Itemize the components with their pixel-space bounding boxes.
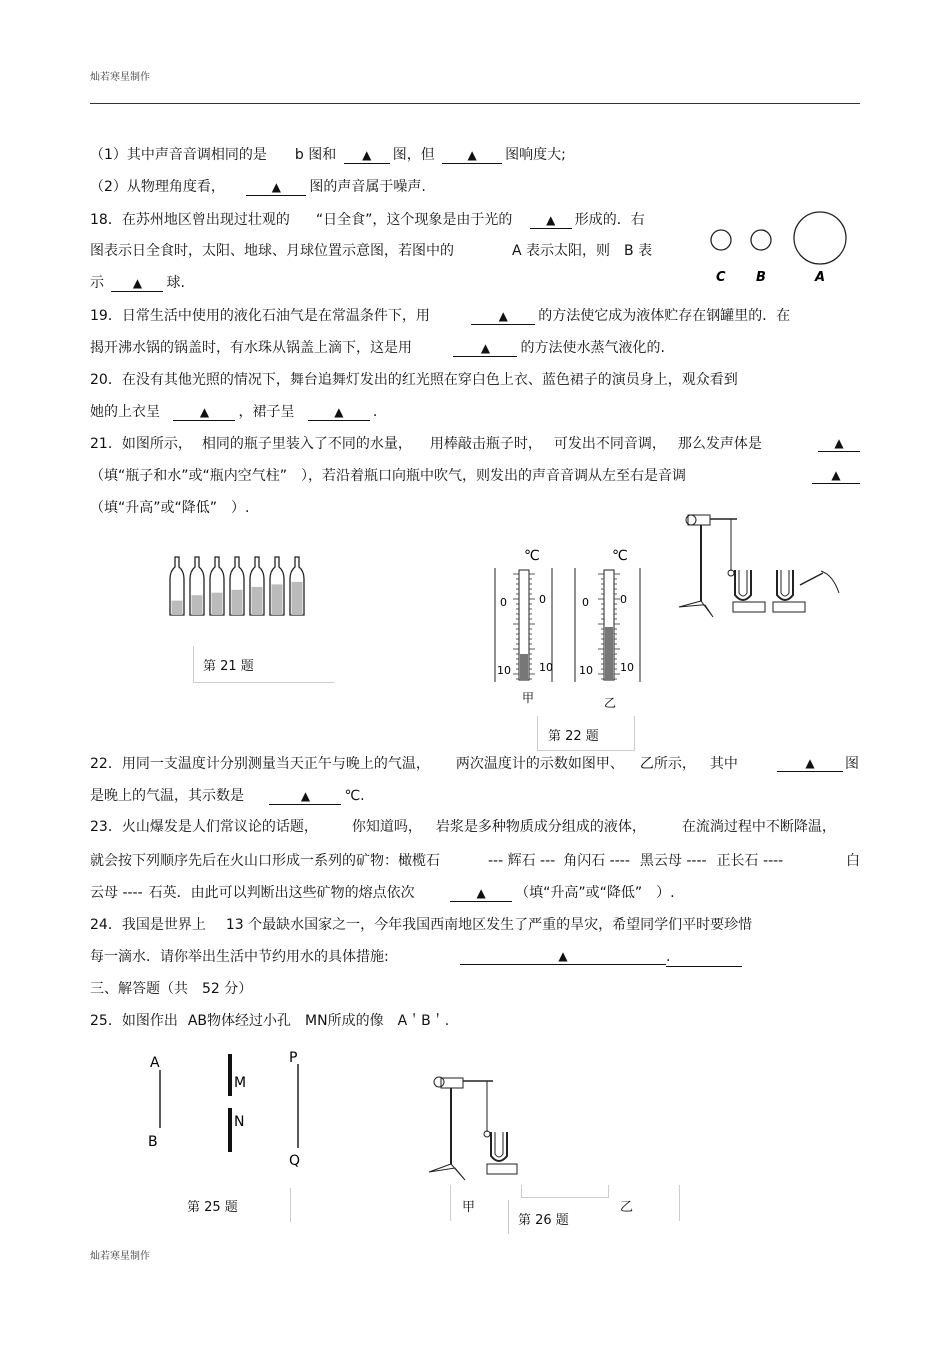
svg-text:0: 0 xyxy=(620,593,627,606)
svg-text:10: 10 xyxy=(620,661,634,674)
fig25-caption-box xyxy=(290,1188,291,1222)
answer-blank[interactable]: ▲ xyxy=(812,467,860,484)
sun-circle xyxy=(794,212,846,264)
svg-text:0: 0 xyxy=(539,593,546,606)
bottle xyxy=(270,557,284,615)
fig26-label-jia: 甲 xyxy=(462,1200,476,1215)
q23-line3: 云母 ---- 石英．由此可以判断出这些矿物的熔点依次 ▲ （填“升高”或“降低” ）. xyxy=(90,885,675,901)
label-jia: 甲 xyxy=(522,691,535,705)
section-3-heading: 三、解答题（共 52 分） xyxy=(90,981,253,997)
q24-line1: 24．我国是世界上 13 个最缺水国家之一，今年我国西南地区发生了严重的旱灾，希望同学们平时要珍惜 xyxy=(90,917,753,933)
label-b: B xyxy=(756,270,766,285)
answer-blank[interactable]: ▲ xyxy=(111,275,163,292)
fig26-label-yi: 乙 xyxy=(620,1200,634,1215)
bottle xyxy=(170,557,184,615)
label-Q: Q xyxy=(289,1153,301,1169)
label-yi: 乙 xyxy=(604,696,617,710)
answer-blank[interactable]: ▲ xyxy=(471,308,535,325)
q18-line3: 示 ▲ 球. xyxy=(90,275,185,291)
thermometer-right xyxy=(575,548,640,710)
q21-line3: （填“升高”或“降低” ）. xyxy=(90,500,250,516)
answer-blank[interactable]: ▲ xyxy=(344,147,390,164)
answer-blank[interactable]: ▲ xyxy=(453,340,517,357)
pinhole-figure xyxy=(140,1048,320,1173)
q20-line2: 她的上衣呈 ▲ ，裙子呈 ▲ . xyxy=(90,404,378,420)
page-header: 灿若寒星制作 xyxy=(90,72,150,83)
answer-blank[interactable]: ▲ xyxy=(246,179,306,196)
q21-line2: （填“瓶子和水”或“瓶内空气柱” ），若沿着瓶口向瓶中吹气，则发出的声音音调从左至右是音调 xyxy=(90,468,687,484)
svg-text:10: 10 xyxy=(497,664,511,677)
q22-line2: 是晚上的气温，其示数是 ▲ ℃. xyxy=(90,788,365,804)
thermometer-left xyxy=(495,548,553,705)
fig21-caption: 第 21 题 xyxy=(203,659,254,674)
q17-line2: （2）从物理角度看， ▲ 图的声音属于噪声. xyxy=(90,179,426,195)
bottle xyxy=(230,557,244,615)
header-rule xyxy=(90,103,860,104)
q23-line2: 就会按下列顺序先后在火山口形成一系列的矿物：橄榄石 --- 辉石 --- 角闪石 ---- 黑云母 ---- 正长石 ---- xyxy=(90,853,784,869)
fig22-caption: 第 22 题 xyxy=(548,729,599,744)
svg-text:10: 10 xyxy=(539,661,553,674)
label-B: B xyxy=(148,1134,158,1150)
fork-stand-figure xyxy=(425,1068,525,1183)
q18-line2: 图表示日全食时，太阳、地球、月球位置示意图，若图中的 A 表示太阳，则 B 表 xyxy=(90,243,653,259)
bottle xyxy=(290,557,304,615)
answer-blank[interactable]: ▲ xyxy=(173,404,235,421)
svg-text:0: 0 xyxy=(500,596,507,609)
eclipse-diagram xyxy=(700,210,860,288)
label-N: N xyxy=(234,1114,245,1130)
q25-line: 25．如图作出 AB物体经过小孔 MN所成的像 A＇B＇. xyxy=(90,1013,450,1029)
moon-circle xyxy=(711,230,731,250)
answer-blank[interactable]: ▲ xyxy=(818,435,860,452)
answer-blank[interactable]: ▲ xyxy=(777,755,843,772)
q20-line1: 20．在没有其他光照的情况下，舞台追舞灯发出的红光照在穿白色上衣、蓝色裙子的演员身上，观众看到 xyxy=(90,372,738,388)
q17-line1: （1）其中声音音调相同的是 b 图和 ▲ 图，但 ▲ 图响度大; xyxy=(90,147,566,163)
thermometers-figure xyxy=(490,540,650,710)
label-a: A xyxy=(815,270,826,285)
q19-line2: 揭开沸水锅的锅盖时，有水珠从锅盖上滴下，这是用 ▲ 的方法使水蒸气液化的. xyxy=(90,340,665,356)
label-M: M xyxy=(234,1075,247,1091)
label-A: A xyxy=(150,1055,160,1071)
answer-blank[interactable]: ▲ xyxy=(269,788,341,805)
answer-blank[interactable]: ▲ xyxy=(460,948,666,965)
svg-text:℃: ℃ xyxy=(524,548,540,564)
tuning-fork-figure xyxy=(675,505,845,620)
bottle xyxy=(210,557,224,615)
answer-blank[interactable]: ▲ xyxy=(442,147,502,164)
q22-line1: 22．用同一支温度计分别测量当天正午与晚上的气温， 两次温度计的示数如图甲、 乙所示， 其中 xyxy=(90,756,738,772)
q24-line2: 每一滴水．请你举出生活中节约用水的具体措施: xyxy=(90,949,389,965)
bottle xyxy=(250,557,264,615)
svg-text:0: 0 xyxy=(582,596,589,609)
bottle xyxy=(190,557,204,615)
svg-text:10: 10 xyxy=(579,664,593,677)
svg-text:℃: ℃ xyxy=(612,548,628,564)
answer-blank[interactable]: ▲ xyxy=(308,404,370,421)
bottles-figure xyxy=(165,553,315,623)
q21-line1: 21．如图所示， 相同的瓶子里装入了不同的水量， 用棒敲击瓶子时， 可发出不同音调， 那么发声体是 xyxy=(90,436,762,452)
answer-blank[interactable]: ▲ xyxy=(450,885,512,902)
fig26-caption: 第 26 题 xyxy=(518,1213,569,1228)
earth-circle xyxy=(751,230,771,250)
label-P: P xyxy=(289,1050,298,1066)
label-c: C xyxy=(716,270,726,285)
q19-line1: 19．日常生活中使用的液化石油气是在常温条件下，用 ▲ 的方法使它成为液体贮存在钢罐里的．在 xyxy=(90,308,791,324)
q18-line1: 18．在苏州地区曾出现过壮观的 “日全食”，这个现象是由于光的 ▲ 形成的．右 xyxy=(90,212,645,228)
fig25-caption: 第 25 题 xyxy=(187,1200,238,1215)
q23-line1: 23．火山爆发是人们常议论的话题， 你知道吗， 岩浆是多种物质成分组成的液体， 在流淌过程中不断降温， xyxy=(90,819,836,835)
page-footer: 灿若寒星制作 xyxy=(90,1251,150,1262)
answer-blank[interactable]: ▲ xyxy=(530,212,572,229)
